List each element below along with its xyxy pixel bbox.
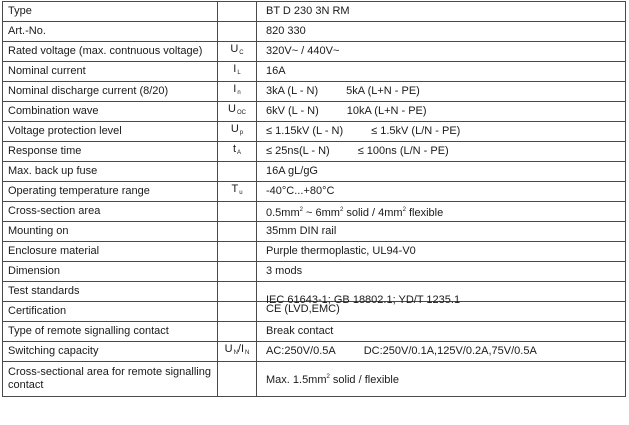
parameter-cell: Response time bbox=[3, 142, 218, 162]
parameter-cell: Cross-section area bbox=[3, 202, 218, 222]
value-text: Break contact bbox=[266, 325, 334, 337]
parameter-cell: Rated voltage (max. contnuous voltage) bbox=[3, 42, 218, 62]
value-text: 10kA (L+N - PE) bbox=[346, 105, 427, 117]
parameter-cell: Test standards bbox=[3, 282, 218, 302]
symbol-cell bbox=[218, 182, 257, 202]
value-cell bbox=[257, 2, 626, 22]
symbol-cell bbox=[218, 162, 257, 182]
symbol-subscript: A bbox=[237, 150, 242, 156]
symbol-letter: T bbox=[231, 183, 239, 195]
value-cell bbox=[257, 182, 626, 202]
symbol-separator: / bbox=[237, 343, 241, 355]
symbol-subscript: N bbox=[245, 350, 250, 356]
symbol-letter: I bbox=[233, 63, 237, 75]
table-row bbox=[3, 142, 626, 162]
symbol-cell bbox=[218, 102, 257, 122]
symbol-subscript: L bbox=[237, 70, 241, 76]
value-text: 820 330 bbox=[266, 25, 306, 37]
table-row bbox=[3, 202, 626, 222]
superscript-2: 2 bbox=[402, 206, 406, 213]
value-text: 3kA (L - N) bbox=[266, 85, 319, 97]
test-standards-value: IEC 61643-1; GB 18802.1; YD/T 1235.1 bbox=[266, 294, 461, 306]
table-row bbox=[3, 322, 626, 342]
table-row bbox=[3, 102, 626, 122]
value-text: 320V~ / 440V~ bbox=[266, 45, 340, 57]
value-text: 16A gL/gG bbox=[266, 165, 318, 177]
value-cell bbox=[257, 122, 626, 142]
value-cell bbox=[257, 342, 626, 362]
value-text: 3 mods bbox=[266, 265, 303, 277]
value-text: -40°C...+80°C bbox=[266, 185, 335, 197]
value-cell bbox=[257, 42, 626, 62]
symbol-letter: I bbox=[240, 343, 245, 355]
symbol-letter: U bbox=[224, 343, 233, 355]
table-row bbox=[3, 362, 626, 397]
symbol-cell bbox=[218, 142, 257, 162]
value-cell bbox=[257, 302, 626, 322]
table-row bbox=[3, 282, 626, 302]
value-cell bbox=[257, 82, 626, 102]
value-cell bbox=[257, 202, 626, 222]
certification-value: CE (LVD,EMC) bbox=[266, 303, 340, 315]
parameter-cell: Voltage protection level bbox=[3, 122, 218, 142]
symbol-cell bbox=[218, 322, 257, 342]
symbol-cell bbox=[218, 62, 257, 82]
symbol-cell bbox=[218, 262, 257, 282]
table-row bbox=[3, 222, 626, 242]
superscript-2: 2 bbox=[339, 206, 344, 213]
parameter-cell: Mounting on bbox=[3, 222, 218, 242]
parameter-cell: Max. back up fuse bbox=[3, 162, 218, 182]
value-text: BT D 230 3N RM bbox=[266, 5, 350, 17]
value-text: ≤ 1.15kV (L - N) bbox=[266, 125, 344, 137]
value-text: Purple thermoplastic, UL94-V0 bbox=[266, 245, 416, 257]
symbol-cell bbox=[218, 202, 257, 222]
parameter-cell: Art.-No. bbox=[3, 22, 218, 42]
value-cell bbox=[257, 242, 626, 262]
symbol-cell bbox=[218, 82, 257, 102]
value-text: $0.5mm^2$ ~ $6mm^2$ solid / $4mm^2$ flexible bbox=[266, 206, 444, 219]
table-row bbox=[3, 302, 626, 322]
value-cell bbox=[257, 22, 626, 42]
table-row bbox=[3, 82, 626, 102]
table-row bbox=[3, 22, 626, 42]
symbol-letter: U bbox=[228, 103, 236, 115]
value-text: 16A bbox=[266, 65, 286, 77]
table-row bbox=[3, 262, 626, 282]
parameter-cell: Enclosure material bbox=[3, 242, 218, 262]
parameter-cell: Dimension bbox=[3, 262, 218, 282]
value-text: Max. $1.5mm^2$ solid / flexible bbox=[266, 374, 399, 386]
symbol-letter: I bbox=[233, 83, 237, 95]
symbol-cell bbox=[218, 302, 257, 322]
spec-table bbox=[2, 1, 626, 397]
symbol-subscript: n bbox=[237, 90, 241, 96]
parameter-cell: Nominal current bbox=[3, 62, 218, 82]
value-text: 35mm DIN rail bbox=[266, 225, 337, 237]
value-cell bbox=[257, 222, 626, 242]
value-cell bbox=[257, 162, 626, 182]
parameter-cell: Certification bbox=[3, 302, 218, 322]
symbol-letter: U bbox=[230, 123, 239, 135]
parameter-cell: Type of remote signalling contact bbox=[3, 322, 218, 342]
symbol-cell bbox=[218, 282, 257, 302]
symbol-cell bbox=[218, 42, 257, 62]
table-row bbox=[3, 242, 626, 262]
value-cell bbox=[257, 262, 626, 282]
symbol-cell bbox=[218, 122, 257, 142]
table-row bbox=[3, 42, 626, 62]
table-row bbox=[3, 62, 626, 82]
value-cell bbox=[257, 282, 626, 306]
parameter-cell: Combination wave bbox=[3, 102, 218, 122]
table-row bbox=[3, 2, 626, 22]
table-row bbox=[3, 122, 626, 142]
parameter-cell: Operating temperature range bbox=[3, 182, 218, 202]
value-cell bbox=[257, 322, 626, 342]
symbol-subscript: OC bbox=[236, 110, 246, 116]
symbol-letter: t bbox=[232, 143, 237, 155]
parameter-cell: Type bbox=[3, 2, 218, 22]
value-cell bbox=[257, 362, 626, 397]
value-text: ≤ 1.5kV (L/N - PE) bbox=[371, 125, 461, 137]
symbol-cell bbox=[218, 242, 257, 262]
value-cell bbox=[257, 102, 626, 122]
parameter-cell: Cross-sectional area for remote signalling contact bbox=[3, 362, 218, 397]
table-row bbox=[3, 342, 626, 362]
table-row bbox=[3, 162, 626, 182]
value-text: 6kV (L - N) bbox=[266, 105, 319, 117]
value-text: 5kA (L+N - PE) bbox=[346, 85, 420, 97]
value-cell bbox=[257, 142, 626, 162]
symbol-cell bbox=[218, 222, 257, 242]
parameter-cell: Nominal discharge current (8/20) bbox=[3, 82, 218, 102]
symbol-letter: U bbox=[230, 43, 239, 55]
value-text: AC:250V/0.5A bbox=[266, 345, 336, 357]
parameter-cell: Switching capacity bbox=[3, 342, 218, 362]
table-row bbox=[3, 182, 626, 202]
symbol-subscript: N bbox=[233, 350, 238, 356]
symbol-cell bbox=[218, 342, 257, 362]
value-text: ≤ 25ns(L - N) bbox=[266, 145, 330, 157]
symbol-cell bbox=[218, 22, 257, 42]
symbol-subscript: u bbox=[239, 190, 243, 196]
superscript-2: 2 bbox=[326, 374, 330, 380]
symbol-subscript: p bbox=[239, 130, 244, 136]
symbol-subscript: C bbox=[239, 50, 244, 56]
spec-table-body bbox=[3, 2, 626, 397]
symbol-cell bbox=[218, 2, 257, 22]
value-text: DC:250V/0.1A,125V/0.2A,75V/0.5A bbox=[363, 345, 537, 357]
value-text: ≤ 100ns (L/N - PE) bbox=[357, 145, 449, 157]
superscript-2: 2 bbox=[299, 206, 303, 213]
value-cell bbox=[257, 62, 626, 82]
symbol-cell bbox=[218, 362, 257, 397]
